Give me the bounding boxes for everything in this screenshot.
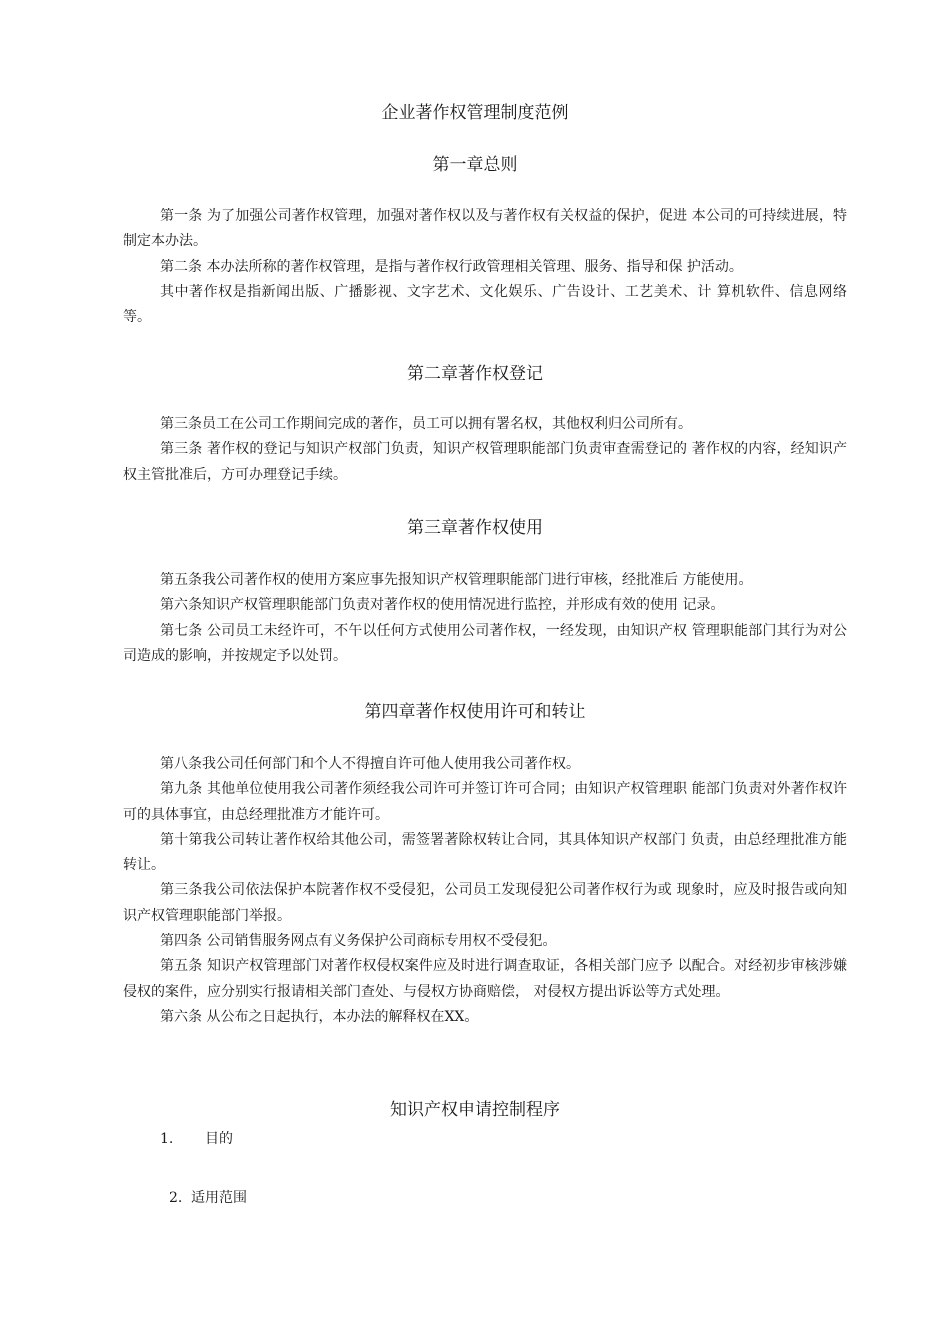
list-number: 1. [160,1131,174,1147]
paragraph: 其中著作权是指新闻出版、广播影视、文字艺术、文化娱乐、广告设计、工艺美术、计 算机软件、信息网络等。 [123,283,847,326]
chapter-1-body [123,204,847,330]
paragraph: 第九条 其他单位使用我公司著作须经我公司许可并签订许可合同；由知识产权管理职 能部门负责对外著作权许可的具体事宜，由总经理批准方才能许可。 [123,781,847,823]
paragraph: 第三条我公司依法保护本院著作权不受侵犯，公司员工发现侵犯公司著作权行为或 现象时，应及时报告或向知识产权管理职能部门举报。 [123,882,847,924]
chapter-4-body [123,752,847,1030]
chapter-2-heading: 第二章著作权登记 [407,364,543,384]
paragraph: 第二条 本办法所称的著作权管理，是指与著作权行政管理相关管理、服务、指导和保 护活动。 [160,258,743,275]
paragraph: 第一条 为了加强公司著作权管理，加强对著作权以及与著作权有关权益的保护，促进 本公司的可持续进展，特制定本办法。 [123,208,847,250]
paragraph: 第六条知识产权管理职能部门负责对著作权的使用情况进行监控，并形成有效的使用 记录。 [160,597,725,614]
chapter-4-heading: 第四章著作权使用许可和转让 [364,702,586,722]
paragraph: 第八条我公司任何部门和个人不得擅自许可他人使用我公司著作权。 [160,756,580,772]
paragraph: 第三条员工在公司工作期间完成的著作，员工可以拥有署名权，其他权利归公司所有。 [160,416,692,432]
paragraph: 第六条 从公布之日起执行，本办法的解释权在XX。 [160,1008,479,1025]
chapter-1-heading: 第一章总则 [432,155,518,175]
procedure-heading: 知识产权申请控制程序 [390,1100,560,1120]
list-item [169,1187,247,1209]
paragraph: 第三条 著作权的登记与知识产权部门负责，知识产权管理职能部门负责审查需登记的 著作权的内容，经知识产权主管批准后，方可办理登记手续。 [123,441,847,483]
chapter-3-heading: 第三章著作权使用 [407,518,543,538]
list-number: 2. [169,1190,183,1206]
document-title: 企业著作权管理制度范例 [381,103,569,123]
chapter-2-body [123,412,847,488]
list-item [160,1128,233,1150]
paragraph: 第四条 公司销售服务网点有义务保护公司商标专用权不受侵犯。 [160,933,557,950]
paragraph: 第七条 公司员工未经许可，不午以任何方式使用公司著作权，一经发现，由知识产权 管理职能部门其行为对公司造成的影响，并按规定予以处罚。 [123,622,847,664]
paragraph: 第十第我公司转让著作权给其他公司，需签署著除权转让合同，其具体知识产权部门 负责，由总经理批准方能转让。 [123,831,847,874]
chapter-3-body [123,568,847,669]
list-label: 适用范围 [191,1190,247,1206]
list-label: 目的 [205,1131,233,1147]
paragraph: 第五条我公司著作权的使用方案应事先报知识产权管理职能部门进行审核，经批准后 方能使用。 [160,572,753,588]
paragraph: 第五条 知识产权管理部门对著作权侵权案件应及时进行调查取证，各相关部门应予 以配合。对经初步审核涉嫌侵权的案件，应分别实行报请相关部门查处、与侵权方协商赔偿， 对侵权方提出诉讼等方式处理。 [123,958,847,1000]
